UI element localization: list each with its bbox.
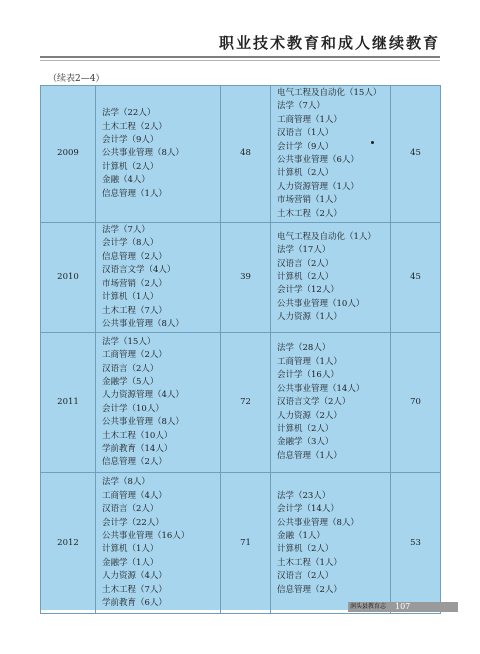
list-item: 土木工程（2人） xyxy=(102,121,167,132)
list-item: 汉语言（1人） xyxy=(277,128,334,139)
list-item: 会计学（14人） xyxy=(277,504,339,515)
list-item: 市场营销（2人） xyxy=(102,278,167,289)
list-item: 学前教育（14人） xyxy=(102,444,173,455)
table-row xyxy=(41,333,441,473)
list-item: 公共事业管理（10人） xyxy=(277,298,365,309)
list-item: 学前教育（6人） xyxy=(102,597,167,608)
list-item: 金融学（3人） xyxy=(277,437,334,448)
list-item: 法学（23人） xyxy=(277,490,331,501)
year-cell: 2011 xyxy=(41,333,96,473)
page-number: 107 xyxy=(395,602,411,611)
list-item: 计算机（2人） xyxy=(277,168,334,179)
list-item: 汉语言文学（4人） xyxy=(102,265,176,276)
list-item: 信息管理（2人） xyxy=(102,457,167,468)
left-major-list xyxy=(96,333,221,473)
list-item: 计算机（2人） xyxy=(102,161,159,172)
list-item: 土木工程（2人） xyxy=(277,208,342,219)
table-row xyxy=(41,473,441,614)
year-cell: 2012 xyxy=(41,473,96,614)
list-item: 法学（17人） xyxy=(277,245,331,256)
list-item: 汉语言文学（2人） xyxy=(277,397,351,408)
list-item: 公共事业管理（14人） xyxy=(277,383,365,394)
right-count-cell: 70 xyxy=(391,333,441,473)
list-item: 汉语言（2人） xyxy=(102,363,159,374)
list-item: 土木工程（1人） xyxy=(277,557,342,568)
left-count-cell: 48 xyxy=(221,86,271,223)
table-body xyxy=(41,86,441,614)
list-item: 法学（15人） xyxy=(102,336,156,347)
list-item: 计算机（2人） xyxy=(277,271,334,282)
enrollment-table xyxy=(40,85,441,614)
right-count-cell: 45 xyxy=(391,223,441,333)
list-item: 市场营销（1人） xyxy=(277,195,342,206)
list-item: 公共事业管理（16人） xyxy=(102,530,190,541)
list-item: 法学（7人） xyxy=(277,101,325,112)
stray-dot xyxy=(371,141,374,144)
left-major-list xyxy=(96,223,221,333)
list-item: 信息管理（1人） xyxy=(102,188,167,199)
year-cell: 2010 xyxy=(41,223,96,333)
list-item: 公共事业管理（6人） xyxy=(277,155,359,166)
list-item: 公共事业管理（8人） xyxy=(102,148,184,159)
list-item: 人力资源管理（4人） xyxy=(102,390,184,401)
right-count-cell: 45 xyxy=(391,86,441,223)
list-item: 土木工程（10人） xyxy=(102,430,173,441)
list-item: 法学（28人） xyxy=(277,343,331,354)
list-item: 计算机（2人） xyxy=(277,423,334,434)
left-major-list xyxy=(96,86,221,223)
list-item: 会计学（12人） xyxy=(277,285,339,296)
list-item: 会计学（8人） xyxy=(102,238,159,249)
year-cell: 2009 xyxy=(41,86,96,223)
list-item: 金融学（5人） xyxy=(102,377,159,387)
left-major-list xyxy=(96,473,221,614)
list-item: 人力资源（2人） xyxy=(277,410,342,421)
list-item: 汉语言（2人） xyxy=(102,504,159,515)
list-item: 人力资源（1人） xyxy=(277,312,342,323)
list-item: 会计学（16人） xyxy=(277,370,339,381)
list-item: 会计学（10人） xyxy=(102,403,164,414)
list-item: 公共事业管理（8人） xyxy=(277,517,359,528)
right-major-list xyxy=(271,333,391,473)
page-title: 职业技术教育和成人继续教育 xyxy=(218,34,440,52)
table-row xyxy=(41,86,441,223)
list-item: 信息管理（1人） xyxy=(277,450,342,461)
list-item: 工商管理（1人） xyxy=(277,356,342,367)
left-count-cell: 71 xyxy=(221,473,271,614)
list-item: 人力资源（4人） xyxy=(102,571,167,582)
list-item: 工商管理（2人） xyxy=(102,350,167,361)
list-item: 工商管理（1人） xyxy=(277,114,342,125)
table-caption: （续表2—4） xyxy=(48,74,105,84)
list-item: 计算机（1人） xyxy=(102,292,159,303)
list-item: 工商管理（4人） xyxy=(102,490,167,501)
list-item: 电气工程及自动化（15人） xyxy=(277,88,382,98)
list-item: 汉语言（2人） xyxy=(277,571,334,582)
list-item: 金融（1人） xyxy=(277,530,325,541)
list-item: 信息管理（2人） xyxy=(277,584,342,595)
footer-label: 润头县教育志 xyxy=(350,603,387,610)
table-row xyxy=(41,223,441,333)
list-item: 土木工程（7人） xyxy=(102,584,167,595)
list-item: 法学（8人） xyxy=(102,477,150,488)
list-item: 信息管理（2人） xyxy=(102,251,167,262)
list-item: 会计学（22人） xyxy=(102,517,164,528)
list-item: 电气工程及自动化（1人） xyxy=(277,231,376,242)
header-rule-thin xyxy=(40,60,440,61)
right-count-cell: 53 xyxy=(391,473,441,614)
right-major-list xyxy=(271,223,391,333)
list-item: 公共事业管理（8人） xyxy=(102,318,184,329)
list-item: 法学（7人） xyxy=(102,225,150,236)
list-item: 金融（4人） xyxy=(102,175,150,186)
right-major-list xyxy=(271,86,391,223)
list-item: 会计学（9人） xyxy=(277,141,334,152)
left-count-cell: 39 xyxy=(221,223,271,333)
list-item: 金融学（1人） xyxy=(102,557,159,568)
list-item: 人力资源管理（1人） xyxy=(277,181,359,192)
list-item: 会计学（9人） xyxy=(102,134,159,145)
right-major-list xyxy=(271,473,391,614)
left-count-cell: 72 xyxy=(221,333,271,473)
header-rule xyxy=(40,56,440,58)
list-item: 汉语言（2人） xyxy=(277,258,334,269)
list-item: 公共事业管理（8人） xyxy=(102,417,184,428)
data-table-wrapper xyxy=(40,85,440,610)
list-item: 计算机（2人） xyxy=(277,544,334,555)
list-item: 土木工程（7人） xyxy=(102,305,167,316)
list-item: 计算机（1人） xyxy=(102,544,159,555)
list-item: 法学（22人） xyxy=(102,108,156,119)
